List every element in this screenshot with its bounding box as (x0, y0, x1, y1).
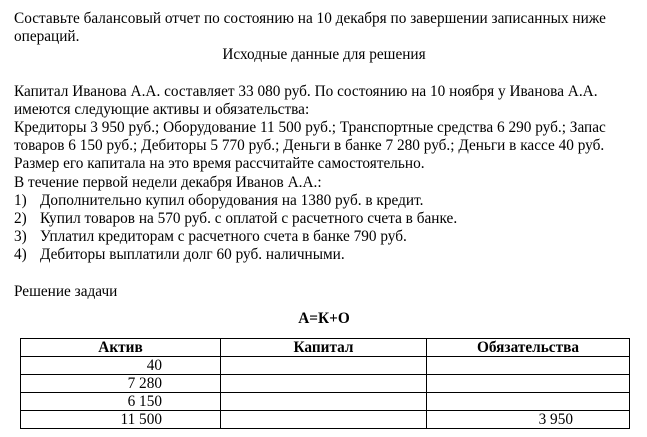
table-row (21, 411, 630, 429)
header-kapital: Капитал (221, 339, 427, 357)
cell-kapital (221, 357, 427, 375)
task-line-2: операций. (14, 28, 80, 46)
list-item-number: 4) (14, 246, 27, 264)
paragraph-line: Кредиторы 3 950 руб.; Оборудование 11 500 руб.; Транспортные средства 6 290 руб.; Запас (14, 119, 606, 137)
paragraph-line: Капитал Иванова А.А. составляет 33 080 руб. По состоянию на 10 ноября у Иванова А.А. (14, 82, 598, 100)
list-item-number: 2) (14, 210, 27, 228)
cell-aktiv: 11 500 (21, 411, 221, 429)
cell-aktiv: 6 150 (21, 393, 221, 411)
list-item-text: Уплатил кредиторам с расчетного счета в банке 790 руб. (40, 228, 407, 246)
table-row (21, 357, 630, 375)
cell-aktiv: 7 280 (21, 375, 221, 393)
cell-obyazatelstva: 3 950 (427, 411, 630, 429)
list-item (14, 246, 634, 264)
paragraph-line: имеются следующие активы и обязательства: (14, 100, 310, 118)
balance-table (20, 338, 630, 429)
cell-obyazatelstva (427, 357, 630, 375)
solution-label: Решение задачи (14, 282, 118, 300)
table-row (21, 375, 630, 393)
list-item (14, 192, 634, 210)
cell-aktiv: 40 (21, 357, 221, 375)
cell-obyazatelstva (427, 393, 630, 411)
header-aktiv: Актив (21, 339, 221, 357)
paragraph-line: товаров 6 150 руб.; Дебиторы 5 770 руб.; Деньги в банке 7 280 руб.; Деньги в кассе 40 руб. (14, 137, 605, 155)
list-item (14, 228, 634, 246)
operations-list (14, 192, 634, 265)
list-item-number: 1) (14, 191, 27, 209)
table-row (21, 393, 630, 411)
source-heading: Исходные данные для решения (222, 46, 426, 64)
cell-kapital (221, 411, 427, 429)
balance-formula: А=К+О (298, 309, 350, 327)
list-item-number: 3) (14, 228, 27, 246)
list-item-text: Купил товаров на 570 руб. с оплатой с расчетного счета в банке. (40, 210, 458, 228)
list-item-text: Дебиторы выплатили долг 60 руб. наличными. (40, 246, 345, 264)
document-page (14, 10, 634, 328)
list-item-text: Дополнительно купил оборудования на 1380 руб. в кредит. (40, 191, 424, 209)
cell-obyazatelstva (427, 375, 630, 393)
table-header-row (21, 339, 630, 357)
cell-kapital (221, 375, 427, 393)
header-obyazatelstva: Обязательства (427, 339, 630, 357)
paragraph-line: Размер его капитала на это время рассчитайте самостоятельно. (14, 155, 425, 173)
list-item (14, 210, 634, 228)
task-line-1: Составьте балансовый отчет по состоянию на 10 декабря по завершении записанных ниже (14, 10, 606, 27)
paragraph-line: В течение первой недели декабря Иванов А.А.: (14, 173, 322, 191)
cell-kapital (221, 393, 427, 411)
